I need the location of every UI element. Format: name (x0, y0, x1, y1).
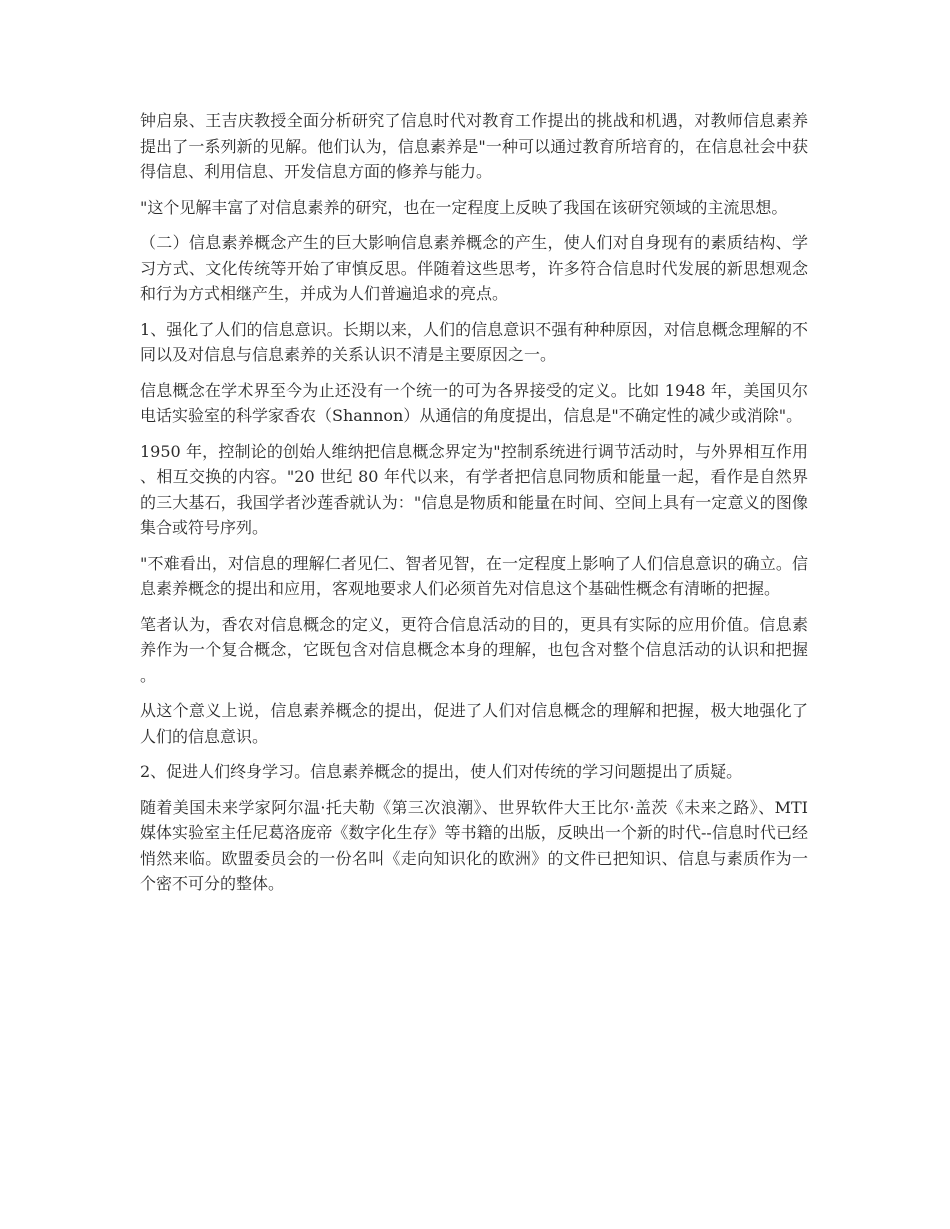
paragraph-9: 从这个意义上说，信息素养概念的提出，促进了人们对信息概念的理解和把握，极大地强化了人们的信息意识。 (140, 701, 808, 746)
paragraph-5: 信息概念在学术界至今为止还没有一个统一的可为各界接受的定义。比如 1948 年，美国贝尔电话实验室的科学家香农（Shannon）从通信的角度提出，信息是"不确定性的减少或消除"。 (140, 380, 808, 425)
paragraph-2: "这个见解丰富了对信息素养的研究，也在一定程度上反映了我国在该研究领域的主流思想。 (140, 197, 788, 217)
paragraph-4: 1、强化了人们的信息意识。长期以来，人们的信息意识不强有种种原因，对信息概念理解的不同以及对信息与信息素养的关系认识不清是主要原因之一。 (140, 319, 808, 364)
paragraph-11: 随着美国未来学家阿尔温·托夫勒《第三次浪潮》、世界软件大王比尔·盖茨《未来之路》、MTI 媒体实验室主任尼葛洛庞帝《数字化生存》等书籍的出版，反映出一个新的时代--信息时代已经悄然来临。欧盟委员会的一份名叫《走向知识化的欧洲》的文件已把知识、信息与素质作为一个密不可分的整体。 (140, 797, 808, 893)
paragraph-10: 2、促进人们终身学习。信息素养概念的提出，使人们对传统的学习问题提出了质疑。 (140, 762, 743, 781)
paragraph-3: （二）信息素养概念产生的巨大影响信息素养概念的产生，使人们对自身现有的素质结构、学习方式、文化传统等开始了审慎反思。伴随着这些思考，许多符合信息时代发展的新思想观念和行为方式相继产生，并成为人们普遍追求的亮点。 (140, 233, 808, 303)
paragraph-7: "不难看出，对信息的理解仁者见仁、智者见智，在一定程度上影响了人们信息意识的确立。信息素养概念的提出和应用，客观地要求人们必须首先对信息这个基础性概念有清晰的把握。 (140, 553, 808, 598)
paragraph-1: 钟启泉、王吉庆教授全面分析研究了信息时代对教育工作提出的挑战和机遇，对教师信息素养提出了一系列新的见解。他们认为，信息素养是"一种可以通过教育所培育的，在信息社会中获得信息、利用信息、开发信息方面的修养与能力。 (140, 111, 808, 181)
paragraph-6: 1950 年，控制论的创始人维纳把信息概念界定为"控制系统进行调节活动时，与外界相互作用、相互交换的内容。"20 世纪 80 年代以来，有学者把信息同物质和能量一起，看作是自然界的三大基石，我国学者沙莲香就认为："信息是物质和能量在时间、空间上具有一定意义的图像集合或符号序列。 (140, 441, 808, 537)
document-body (140, 108, 808, 907)
paragraph-8: 笔者认为，香农对信息概念的定义，更符合信息活动的目的，更具有实际的应用价值。信息素养作为一个复合概念，它既包含对信息概念本身的理解，也包含对整个信息活动的认识和把握。 (140, 614, 808, 685)
